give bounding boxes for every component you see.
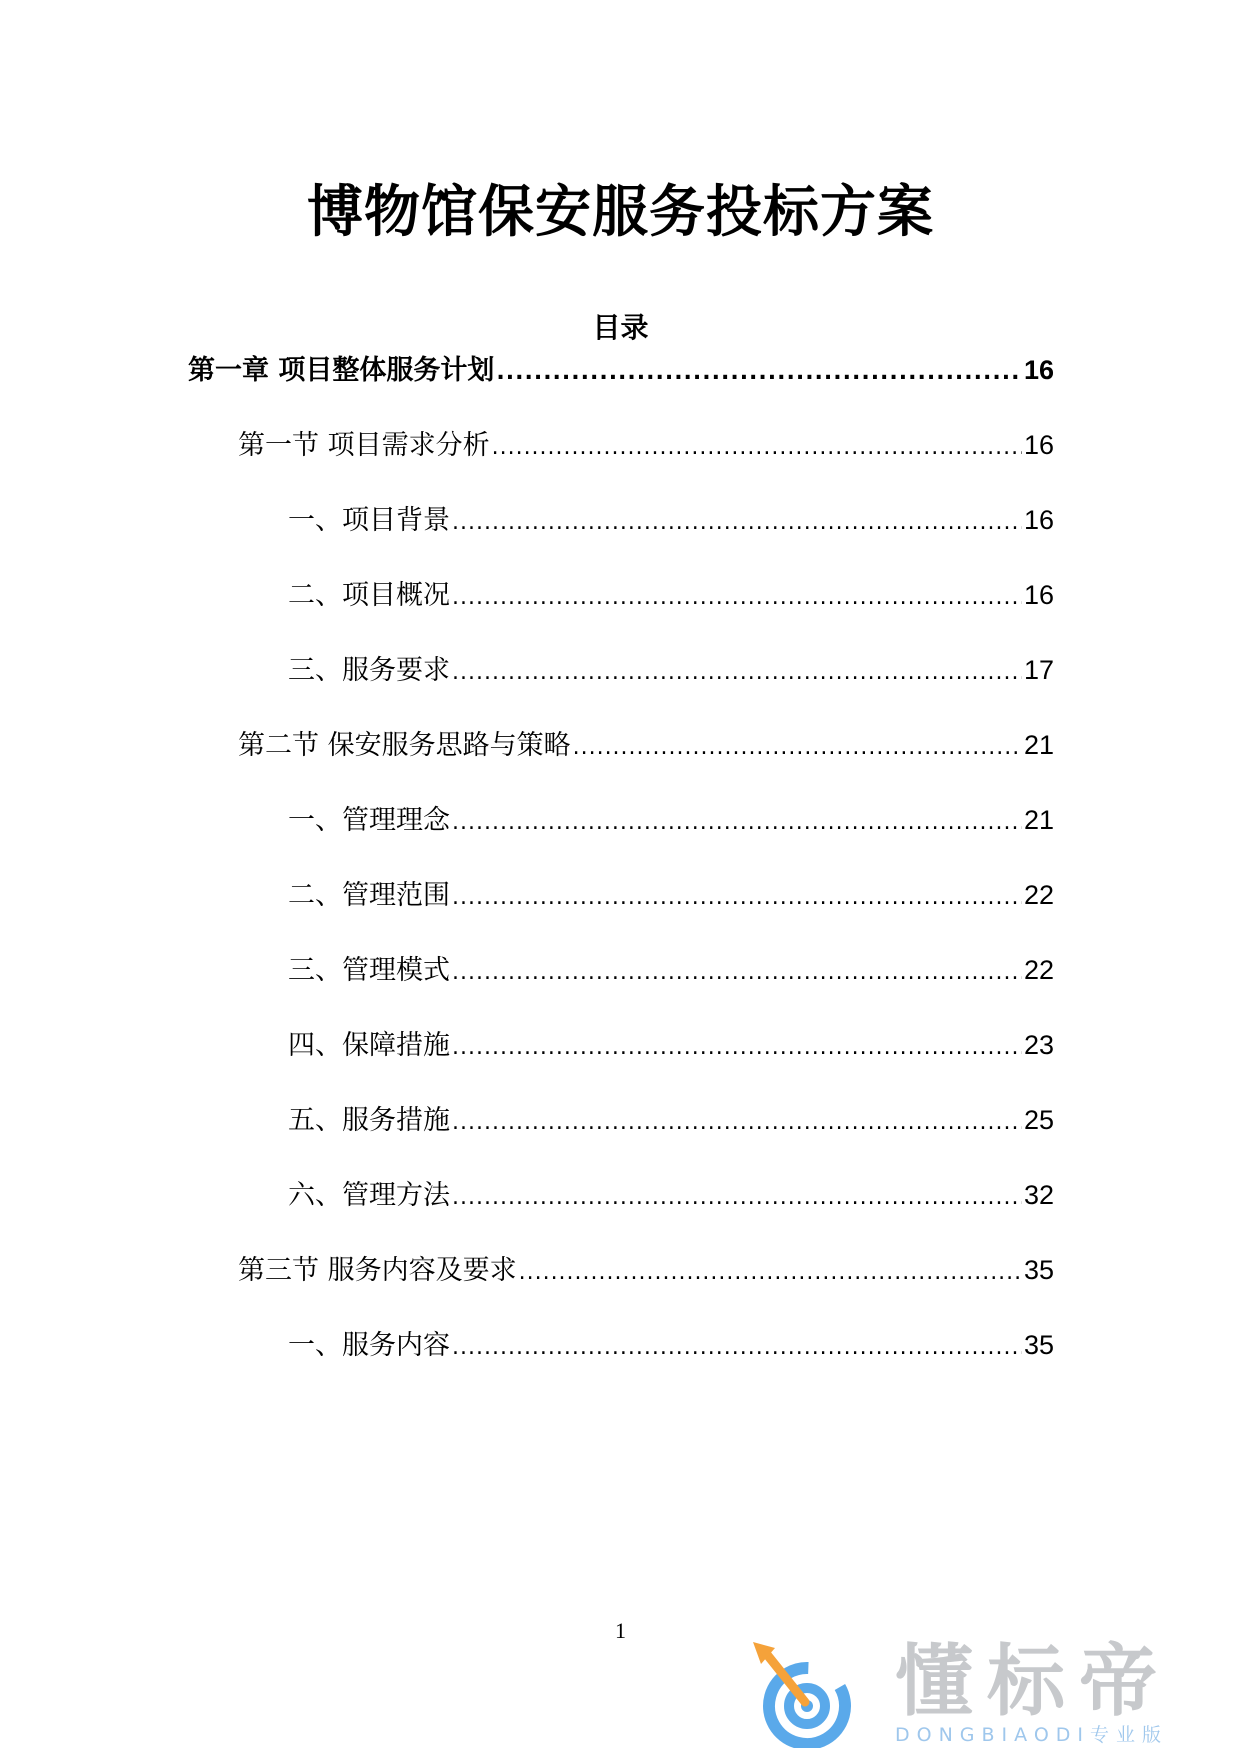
toc-entry-label: 第三节 服务内容及要求 <box>238 1255 517 1286</box>
toc-entry-item[interactable] <box>288 1325 1054 1365</box>
toc-entry-section-1-2[interactable] <box>238 725 1054 765</box>
toc-entry-label: 一、服务内容 <box>288 1330 450 1361</box>
toc-entry-item[interactable] <box>288 1175 1054 1215</box>
toc-dot-leader <box>452 878 1022 918</box>
toc-entry-item[interactable] <box>288 650 1054 690</box>
toc-entry-section-1-3[interactable] <box>238 1250 1054 1290</box>
toc-entry-label: 第二节 保安服务思路与策略 <box>238 730 571 761</box>
toc-entry-label: 第一章 项目整体服务计划 <box>188 355 495 386</box>
toc-entry-page: 16 <box>1023 580 1054 610</box>
toc-entry-label: 一、管理理念 <box>288 805 450 836</box>
toc-dot-leader <box>452 1328 1022 1368</box>
toc-dot-leader <box>452 503 1022 543</box>
toc-entry-item[interactable] <box>288 575 1054 615</box>
toc-entry-page: 22 <box>1023 955 1054 985</box>
toc-entry-label: 五、服务措施 <box>288 1105 450 1136</box>
toc-entry-label: 三、服务要求 <box>288 655 450 686</box>
toc-entry-item[interactable] <box>288 1100 1054 1140</box>
toc-entry-page: 16 <box>1023 505 1054 535</box>
toc-entry-item[interactable] <box>288 800 1054 840</box>
toc-entry-item[interactable] <box>288 500 1054 540</box>
toc-entry-page: 21 <box>1023 805 1054 835</box>
toc-entry-page: 35 <box>1023 1255 1054 1285</box>
document-title: 博物馆保安服务投标方案 <box>307 180 934 245</box>
toc-entry-page: 35 <box>1023 1330 1054 1360</box>
toc-dot-leader <box>452 653 1022 693</box>
toc-dot-leader <box>452 1178 1022 1218</box>
toc-entry-label: 二、管理范围 <box>288 880 450 911</box>
watermark-brand: 懂标帝 <box>895 1637 1172 1727</box>
toc-entry-chapter-1[interactable] <box>188 350 1054 390</box>
toc-entry-page: 23 <box>1023 1030 1054 1060</box>
toc-heading: 目录 <box>592 311 649 344</box>
target-arrow-icon <box>745 1638 875 1748</box>
toc-entry-page: 32 <box>1023 1180 1054 1210</box>
toc-entry-item[interactable] <box>288 1025 1054 1065</box>
watermark <box>745 1638 1225 1748</box>
toc-dot-leader <box>452 803 1022 843</box>
toc-entry-label: 二、项目概况 <box>288 580 450 611</box>
toc-entry-label: 三、管理模式 <box>288 955 450 986</box>
toc-entry-item[interactable] <box>288 950 1054 990</box>
watermark-subtitle: DONGBIAODI专业版 <box>895 1724 1169 1746</box>
toc-dot-leader <box>452 1103 1022 1143</box>
toc-dot-leader <box>496 353 1022 393</box>
toc-dot-leader <box>492 428 1022 468</box>
toc-entry-section-1-1[interactable] <box>238 425 1054 465</box>
toc-entry-label: 六、管理方法 <box>288 1180 450 1211</box>
toc-entry-item[interactable] <box>288 875 1054 915</box>
toc-dot-leader <box>452 1028 1022 1068</box>
toc-entry-page: 16 <box>1023 355 1054 385</box>
toc-dot-leader <box>452 953 1022 993</box>
toc-entry-label: 第一节 项目需求分析 <box>238 430 490 461</box>
toc-entry-page: 16 <box>1023 430 1054 460</box>
toc-entry-page: 17 <box>1023 655 1054 685</box>
toc-dot-leader <box>452 578 1022 618</box>
toc-dot-leader <box>519 1253 1022 1293</box>
page-number: 1 <box>615 1618 626 1643</box>
toc-entry-label: 四、保障措施 <box>288 1030 450 1061</box>
toc-dot-leader <box>573 728 1022 768</box>
toc-entry-page: 21 <box>1023 730 1054 760</box>
toc-entry-label: 一、项目背景 <box>288 505 450 536</box>
toc-entry-page: 25 <box>1023 1105 1054 1135</box>
toc-entry-page: 22 <box>1023 880 1054 910</box>
